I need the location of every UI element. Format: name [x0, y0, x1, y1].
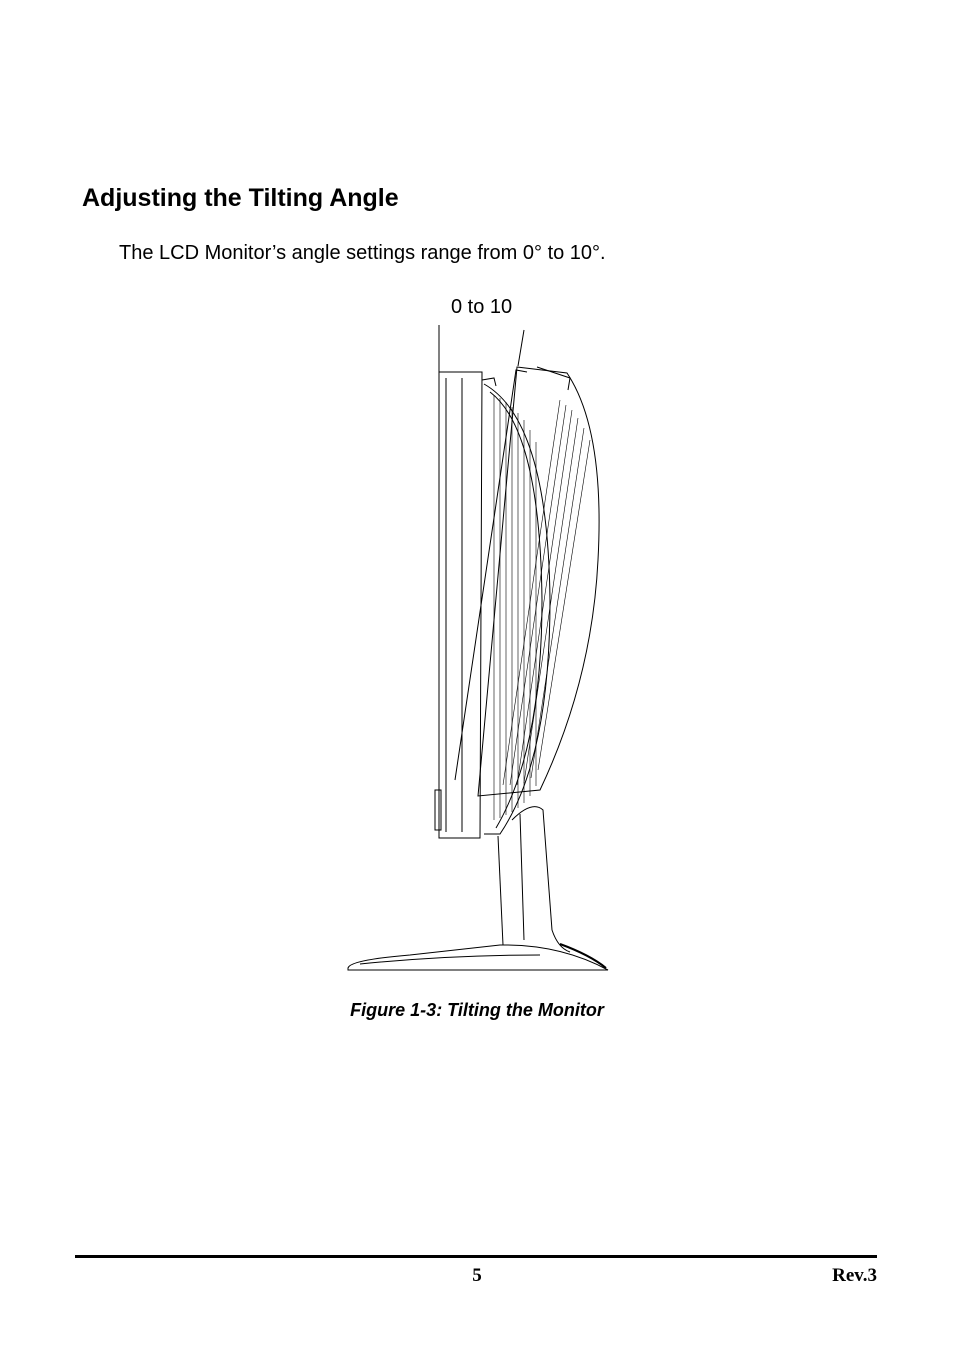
tilt-angle-label: 0 to 10: [451, 296, 513, 318]
revision-label: Rev.3: [832, 1265, 877, 1286]
figure-caption: Figure 1-3: Tilting the Monitor: [350, 1000, 604, 1020]
body-paragraph: The LCD Monitor’s angle settings range from 0° to 10°.: [119, 242, 606, 264]
monitor-tilt-illustration: [330, 290, 630, 990]
section-heading: Adjusting the Tilting Angle: [82, 184, 399, 212]
footer-divider: [75, 1255, 877, 1258]
page-number: 5: [472, 1265, 482, 1286]
